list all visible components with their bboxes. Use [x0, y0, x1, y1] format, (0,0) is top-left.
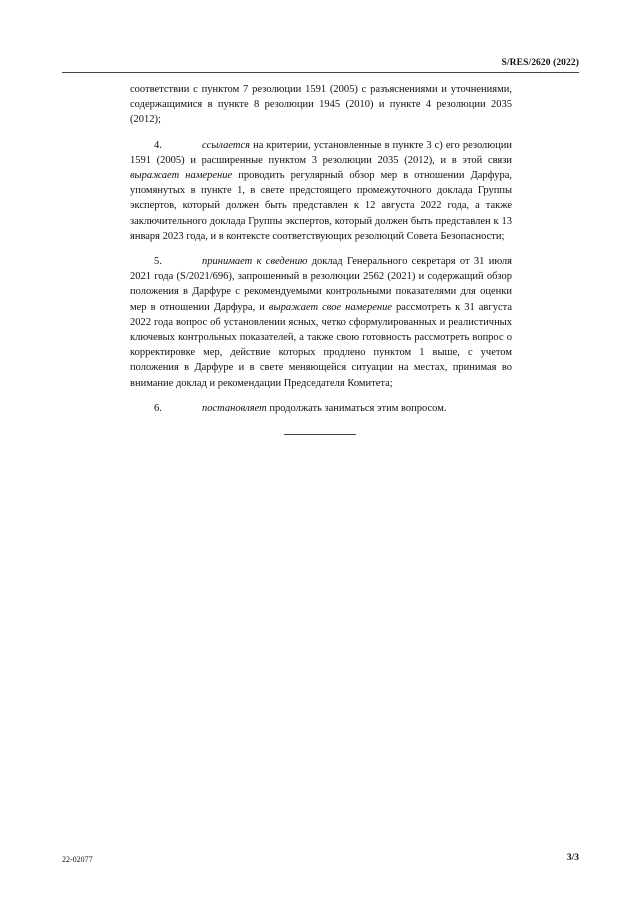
resolution-body [130, 82, 512, 426]
page-number: 3/3 [566, 853, 579, 863]
paragraph-4 [130, 138, 512, 244]
continuation-paragraph: соответствии с пунктом 7 резолюции 1591 (2005) с разъяснениями и уточнениями, содержащимися в пункте 8 резолюции 1945 (2010) и пункте 4 резолюции 2035 (2012); [130, 84, 512, 126]
paragraph-number: 5. [154, 256, 162, 268]
paragraph-number: 6. [154, 402, 162, 414]
paragraph-text-continued: проводить регулярный обзор мер в отношении Дарфура, упомянутых в пункте 1, в свете предстоящего промежуточного доклада Группы экспертов, который должен быть представлен к 12 августа 2022 года, а также заключительного доклада Группы экспертов, который должен быть представлен к 13 января 2023 года, и в контексте соответствующих резолюций Совета Безопасности; [130, 170, 512, 242]
document-symbol: S/RES/2620 (2022) [501, 58, 579, 68]
operative-verb-secondary: выражает свое намерение [268, 301, 392, 313]
paragraph-text: доклад Генерального секретаря от 31 июля 2021 года (S/2021/696), запрошенный в резолюции 2562 (2021) и содержащий обзор положения в Дарфуре с рекомендуемыми контрольными показателями для оценки мер в отношении Дарфура, и [130, 256, 512, 313]
operative-verb: ссылается [202, 139, 251, 151]
paragraph-text: продолжать заниматься этим вопросом. [266, 402, 447, 414]
paragraph-text: на критерии, установленные в пункте 3 c) его резолюции 1591 (2005) и расширенные пунктом 3 резолюции 2035 (2012), и в этой связи [130, 139, 512, 166]
operative-verb-secondary: выражает намерение [130, 170, 233, 182]
operative-verb: принимает к сведению [202, 256, 308, 268]
document-number: 22-02077 [62, 855, 93, 864]
paragraph-text-continued: рассмотреть к 31 августа 2022 года вопрос об установлении ясных, четко сформулированных и реалистичных ключевых контрольных показателей, а также свою готовность рассмотреть вопрос о корректировке мер, действие которых продлено пунктом 1 выше, с учетом положения в Дарфуре и в свете меняющейся ситуации на местах, принимая во внимание доклад и рекомендации Председателя Комитета; [130, 301, 512, 389]
header-divider [62, 72, 579, 73]
paragraph-5 [130, 254, 512, 391]
operative-verb: постановляет [202, 402, 267, 414]
paragraph-6 [130, 401, 512, 416]
end-of-document-rule [284, 434, 356, 435]
paragraph-number: 4. [154, 139, 162, 151]
